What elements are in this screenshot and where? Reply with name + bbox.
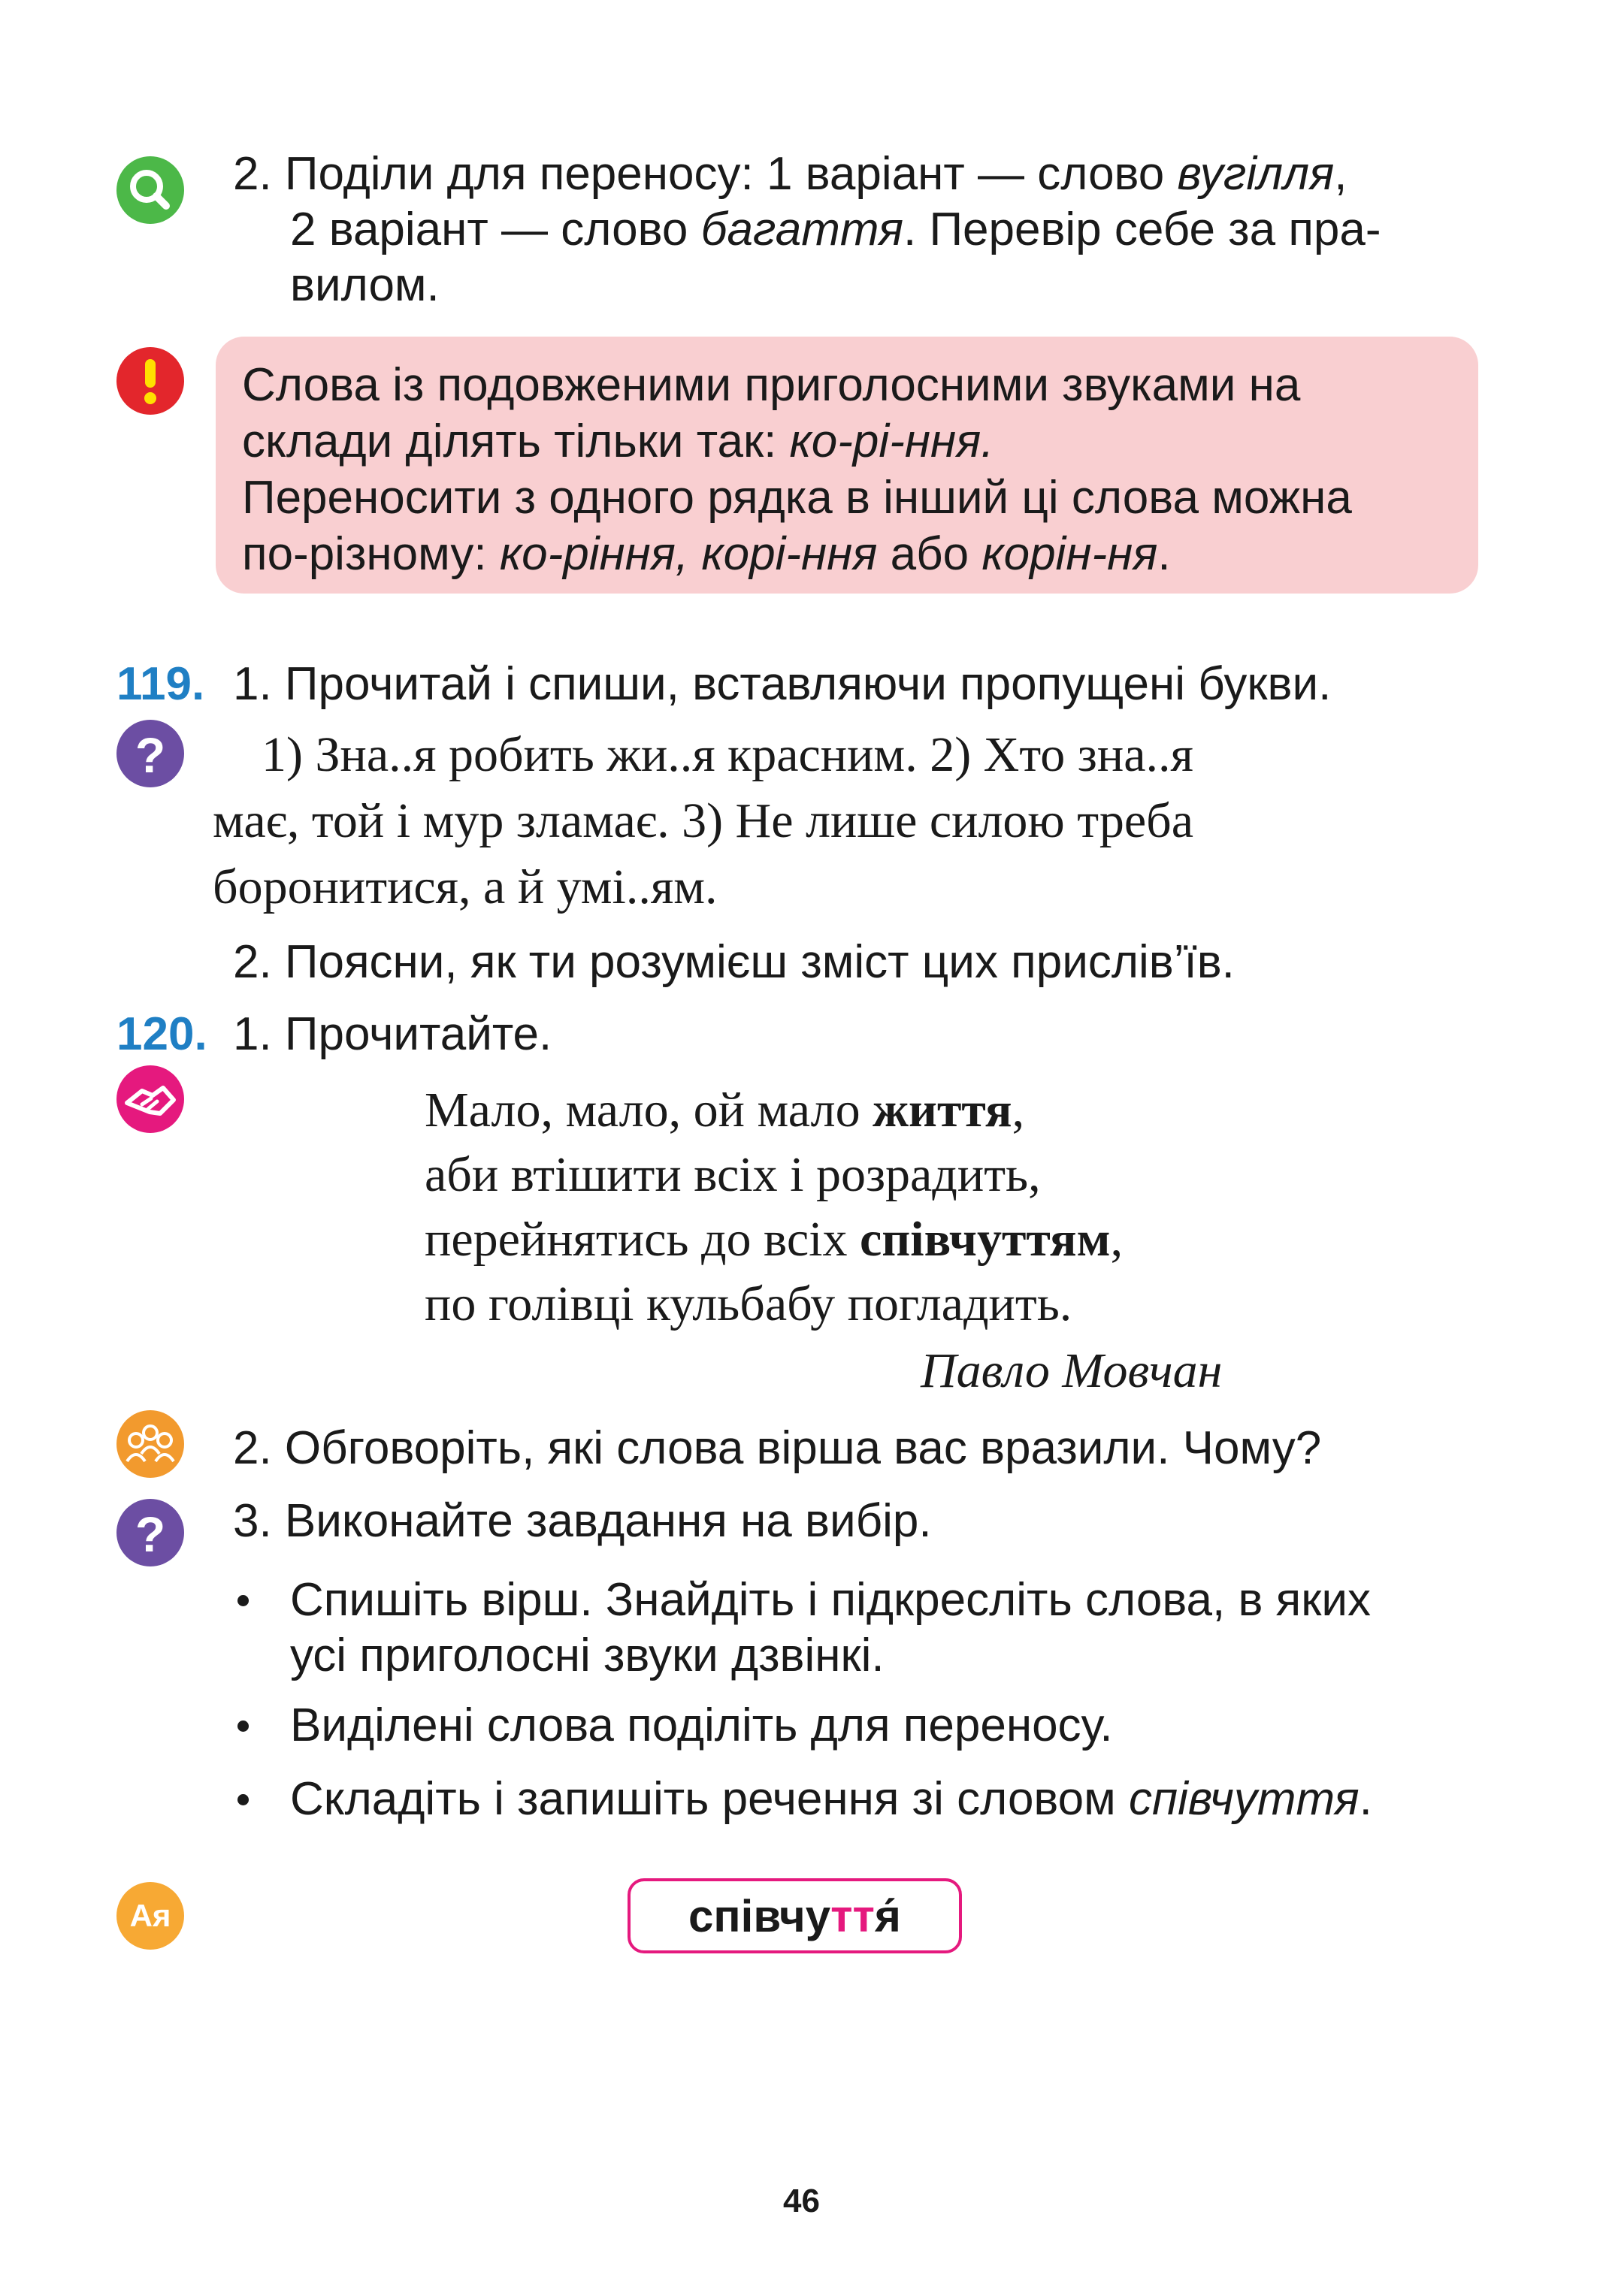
exercise-120-task2: 2. Обговоріть, які слова вірша вас вразили. Чому? xyxy=(233,1422,1322,1474)
bullet1-line1: Спишіть вірш. Знайдіть і підкресліть слова, в яких xyxy=(290,1574,1371,1626)
bullet1-line2: усі приголосні звуки дзвінкі. xyxy=(290,1630,885,1681)
bullet2: Виділені слова поділіть для переносу. xyxy=(290,1699,1113,1751)
exercise-120-task3: 3. Виконайте завдання на вибір. xyxy=(233,1495,932,1547)
question-icon xyxy=(116,720,184,787)
task-prev-line2: 2 варіант — слово багаття. Перевір себе за пра- xyxy=(290,204,1381,255)
proverb-line1: 1) Зна..я робить жи..я красним. 2) Хто зна..я xyxy=(262,727,1193,782)
group-discussion-icon xyxy=(116,1410,184,1478)
exercise-119-task2: 2. Поясни, як ти розумієш зміст цих прислів’їв. xyxy=(233,936,1235,988)
poem-author: Павло Мовчан xyxy=(921,1343,1223,1398)
vocabulary-word-box: співчу тт я́ xyxy=(628,1878,962,1953)
task-prev-line1: 2. Поділи для переносу: 1 варіант — слово вугілля, xyxy=(233,148,1347,200)
svg-text:?: ? xyxy=(135,1506,166,1562)
bullet3: Складіть і запишіть речення зі словом співчуття. xyxy=(290,1773,1372,1825)
magnifier-icon xyxy=(116,156,184,224)
exercise-120-task1: 1. Прочитайте. xyxy=(233,1008,552,1060)
poem-line2: аби втішити всіх і розрадить, xyxy=(425,1147,1041,1202)
poem-line3: перейнятись до всіх співчуттям, xyxy=(425,1212,1124,1267)
exercise-119-task1: 1. Прочитай і спиши, вставляючи пропущені букви. xyxy=(233,658,1332,710)
question-icon xyxy=(116,1499,184,1566)
bullet xyxy=(237,1794,249,1805)
rule-line4: по-різному: ко-ріння, корі-ння або корін-ня. xyxy=(242,528,1171,580)
svg-text:?: ? xyxy=(135,727,166,783)
handshake-icon xyxy=(116,1065,184,1133)
rule-line2: склади ділять тільки так: ко-рі-ння. xyxy=(242,415,994,467)
proverb-line3: боронитися, а й умі..ям. xyxy=(213,859,718,914)
poem-line1: Мало, мало, ой мало життя, xyxy=(425,1083,1025,1137)
exclamation-icon xyxy=(116,347,184,415)
exercise-120-number: 120. xyxy=(116,1008,207,1060)
proverb-line2: має, той і мур зламає. 3) Не лише силою треба xyxy=(213,793,1194,848)
rule-line3: Переносити з одного рядка в інший ці слова можна xyxy=(242,472,1352,524)
task-prev-line3: вилом. xyxy=(290,259,440,311)
rule-line1: Слова із подовженими приголосними звуками на xyxy=(242,359,1301,411)
bullet xyxy=(237,1720,249,1732)
bullet xyxy=(237,1595,249,1606)
dictionary-icon: Ая xyxy=(116,1882,184,1950)
page-number: 46 xyxy=(783,2183,820,2219)
exercise-119-number: 119. xyxy=(116,658,205,710)
poem-line4: по голівці кульбабу погладить. xyxy=(425,1276,1072,1331)
